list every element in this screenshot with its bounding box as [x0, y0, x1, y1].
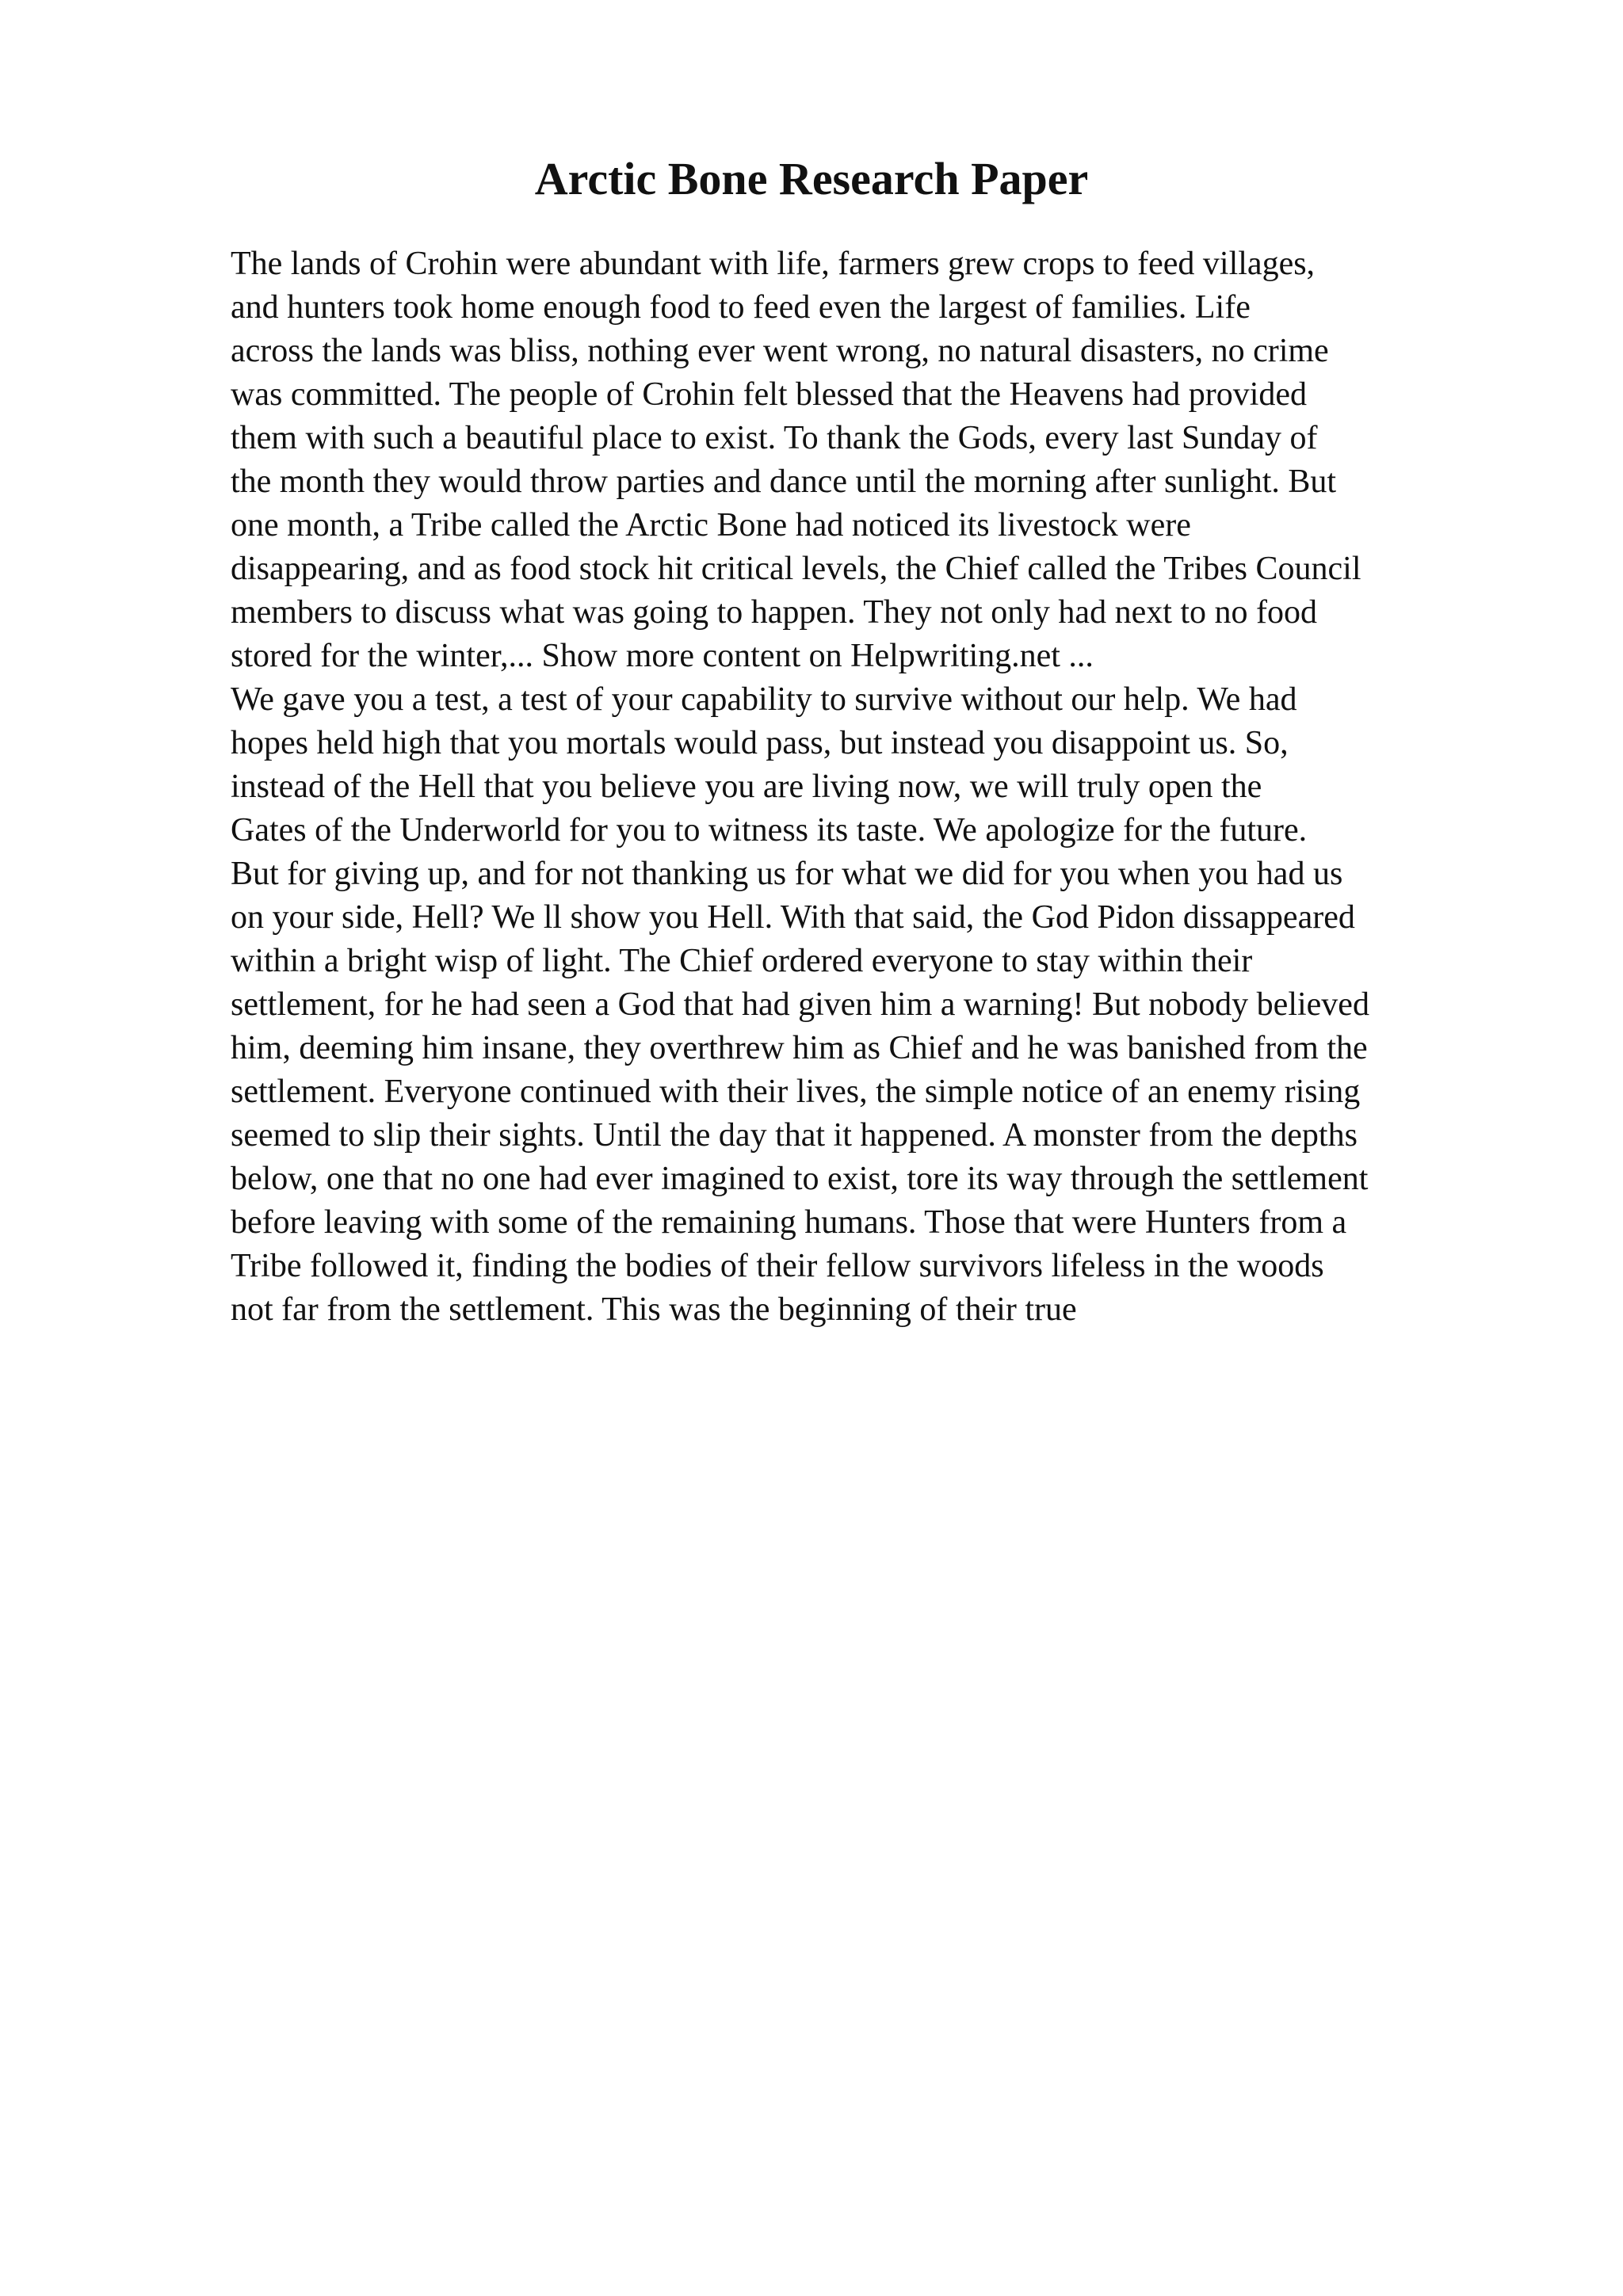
text-line: The lands of Crohin were abundant with life, farmers grew crops to feed villages, — [231, 246, 1316, 282]
document-body — [231, 242, 1530, 1332]
text-line: across the lands was bliss, nothing ever went wrong, no natural disasters, no crime — [231, 333, 1329, 369]
text-line: instead of the Hell that you believe you are living now, we will truly open the — [231, 769, 1262, 805]
text-line: and hunters took home enough food to feed even the largest of families. Life — [231, 289, 1251, 326]
text-line: was committed. The people of Crohin felt blessed that the Heavens had provided — [231, 376, 1308, 413]
text-line: on your side, Hell? We ll show you Hell. With that said, the God Pidon dissappeared — [231, 899, 1355, 936]
text-line: him, deeming him insane, they overthrew him as Chief and he was banished from the — [231, 1030, 1368, 1066]
text-line: But for giving up, and for not thanking us for what we did for you when you had us — [231, 856, 1343, 892]
text-line: seemed to slip their sights. Until the day that it happened. A monster from the depths — [231, 1117, 1358, 1154]
text-line: Gates of the Underworld for you to witness its taste. We apologize for the future. — [231, 812, 1308, 849]
text-line: not far from the settlement. This was the beginning of their true — [231, 1291, 1077, 1328]
text-line: below, one that no one had ever imagined to exist, tore its way through the settlement — [231, 1161, 1369, 1197]
text-line: We gave you a test, a test of your capability to survive without our help. We had — [231, 681, 1297, 718]
text-line: before leaving with some of the remaining humans. Those that were Hunters from a — [231, 1204, 1347, 1241]
text-line: Tribe followed it, finding the bodies of their fellow survivors lifeless in the woods — [231, 1248, 1324, 1284]
text-line: within a bright wisp of light. The Chief ordered everyone to stay within their — [231, 943, 1253, 979]
text-line: them with such a beautiful place to exist. To thank the Gods, every last Sunday of — [231, 420, 1318, 456]
text-line: stored for the winter,... Show more content on Helpwriting.net ... — [231, 638, 1094, 674]
text-line: members to discuss what was going to happen. They not only had next to no food — [231, 594, 1318, 631]
text-line: one month, a Tribe called the Arctic Bone had noticed its livestock were — [231, 507, 1191, 543]
text-line: hopes held high that you mortals would pass, but instead you disappoint us. So, — [231, 725, 1289, 761]
text-line: settlement, for he had seen a God that had given him a warning! But nobody believed — [231, 986, 1369, 1023]
text-line: the month they would throw parties and dance until the morning after sunlight. But — [231, 463, 1337, 500]
text-line: disappearing, and as food stock hit critical levels, the Chief called the Tribes Council — [231, 551, 1361, 587]
text-line: settlement. Everyone continued with their lives, the simple notice of an enemy rising — [231, 1074, 1361, 1110]
document-title: Arctic Bone Research Paper — [534, 153, 1089, 204]
